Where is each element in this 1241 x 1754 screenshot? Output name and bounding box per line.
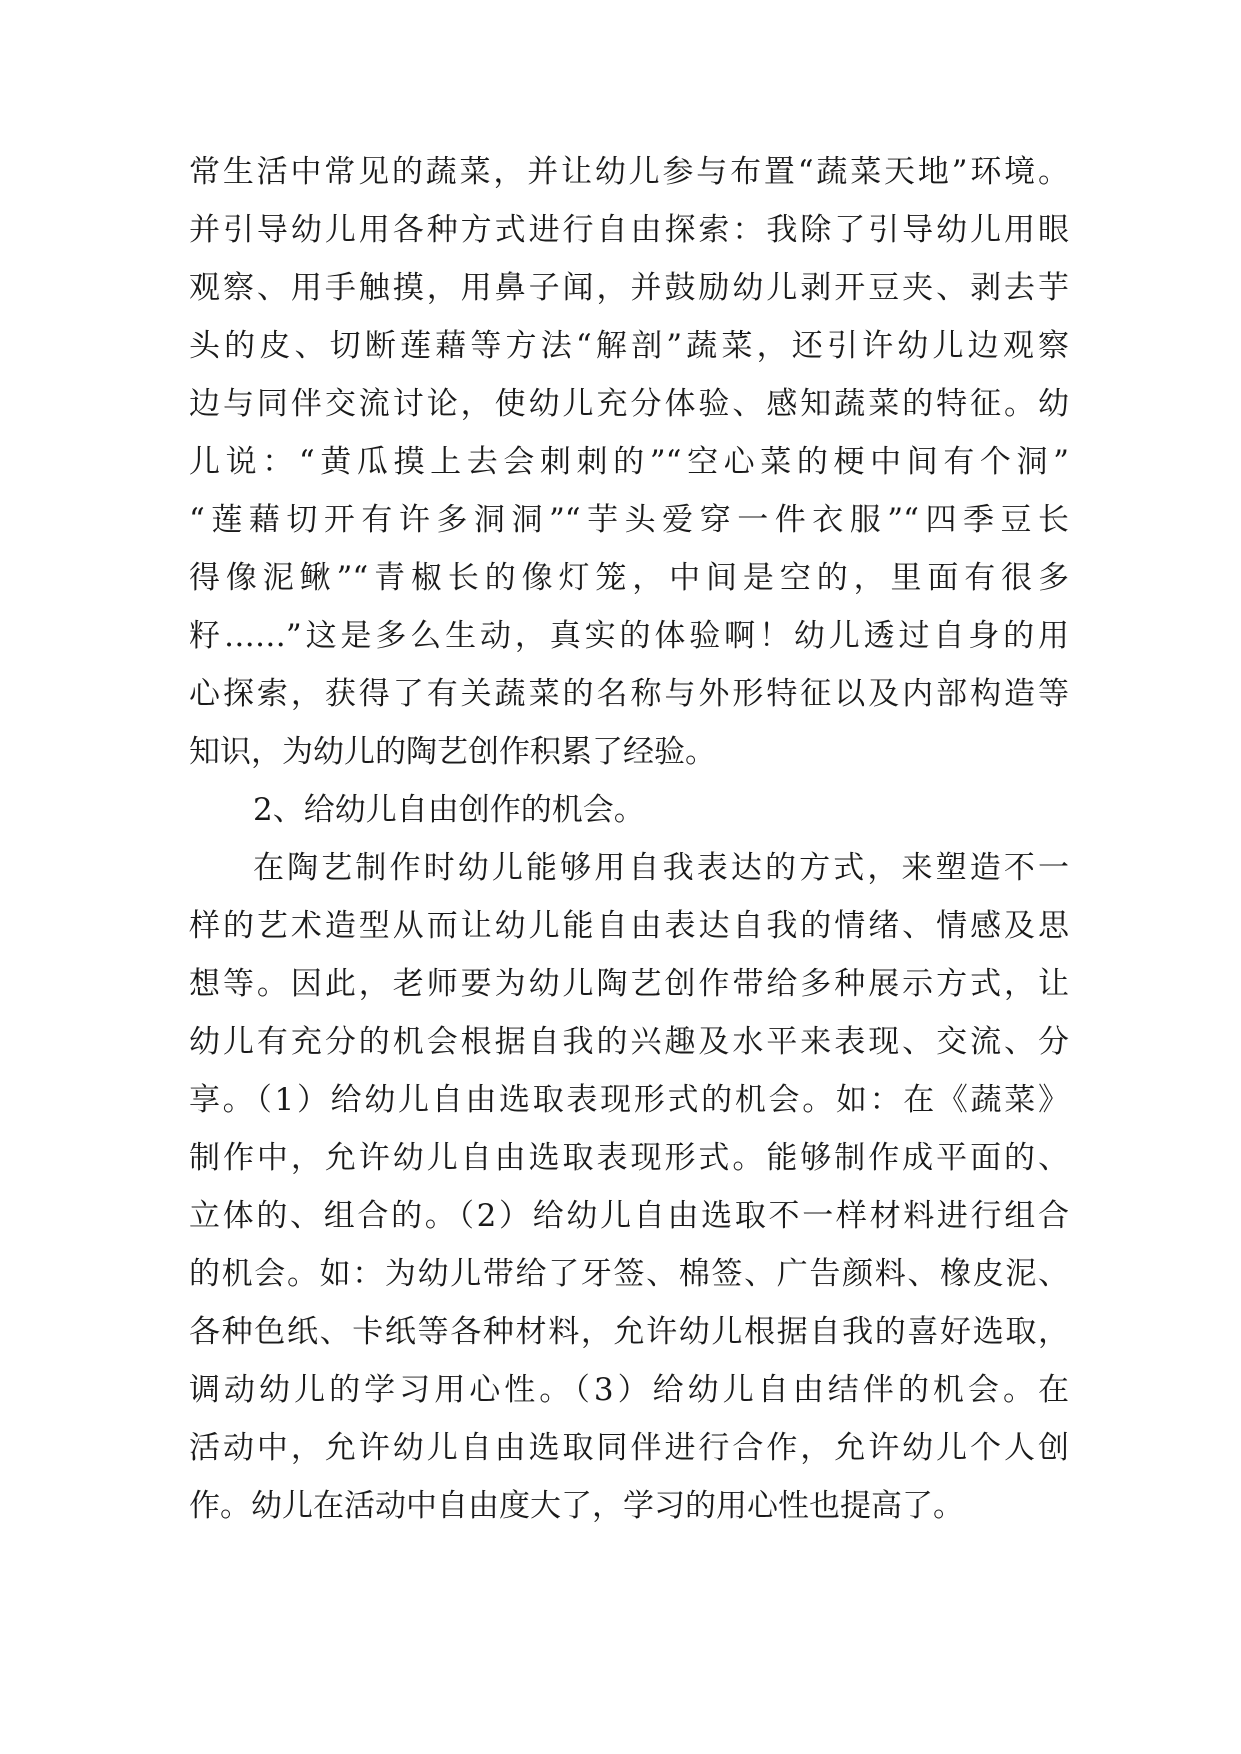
text-line: “莲藉切开有许多洞洞”“芋头爱穿一件衣服”“四季豆长: [189, 502, 1069, 538]
text-line: 制作中，允许幼儿自由选取表现形式。能够制作成平面的、: [189, 1140, 1069, 1176]
text-line: 幼儿有充分的机会根据自我的兴趣及水平来表现、交流、分: [189, 1024, 1069, 1060]
text-line: 知识，为幼儿的陶艺创作积累了经验。: [189, 734, 716, 770]
text-line: 立体的、组合的。（2）给幼儿自由选取不一样材料进行组合: [189, 1198, 1069, 1234]
text-line: 并引导幼儿用各种方式进行自由探索：我除了引导幼儿用眼: [189, 212, 1069, 248]
text-line: 头的皮、切断莲藉等方法“解剖”蔬菜，还引许幼儿边观察: [189, 328, 1069, 364]
text-line: 得像泥鳅”“青椒长的像灯笼，中间是空的，里面有很多: [189, 560, 1069, 596]
text-line: 观察、用手触摸，用鼻子闻，并鼓励幼儿剥开豆夹、剥去芋: [189, 270, 1069, 306]
section-heading: 2、给幼儿自由创作的机会。: [253, 792, 645, 828]
text-line: 活动中，允许幼儿自由选取同伴进行合作，允许幼儿个人创: [189, 1430, 1069, 1466]
text-line: 作。幼儿在活动中自由度大了，学习的用心性也提高了。: [189, 1488, 964, 1524]
text-line: 享。（1）给幼儿自由选取表现形式的机会。如：在《蔬菜》: [189, 1082, 1069, 1118]
text-line: 在陶艺制作时幼儿能够用自我表达的方式，来塑造不一: [253, 850, 1069, 886]
text-line: 样的艺术造型从而让幼儿能自由表达自我的情绪、情感及思: [189, 908, 1069, 944]
text-line: 的机会。如：为幼儿带给了牙签、棉签、广告颜料、橡皮泥、: [189, 1256, 1069, 1292]
text-line: 常生活中常见的蔬菜，并让幼儿参与布置“蔬菜天地”环境。: [189, 154, 1069, 190]
text-line: 调动幼儿的学习用心性。（3）给幼儿自由结伴的机会。在: [189, 1372, 1069, 1408]
text-line: 各种色纸、卡纸等各种材料，允许幼儿根据自我的喜好选取，: [189, 1314, 1069, 1350]
text-line: 儿说：“黄瓜摸上去会刺刺的”“空心菜的梗中间有个洞”: [189, 444, 1069, 480]
text-line: 籽……”这是多么生动，真实的体验啊！幼儿透过自身的用: [189, 618, 1069, 654]
text-line: 想等。因此，老师要为幼儿陶艺创作带给多种展示方式，让: [189, 966, 1069, 1002]
text-line: 心探索，获得了有关蔬菜的名称与外形特征以及内部构造等: [189, 676, 1069, 712]
text-line: 边与同伴交流讨论，使幼儿充分体验、感知蔬菜的特征。幼: [189, 386, 1069, 422]
